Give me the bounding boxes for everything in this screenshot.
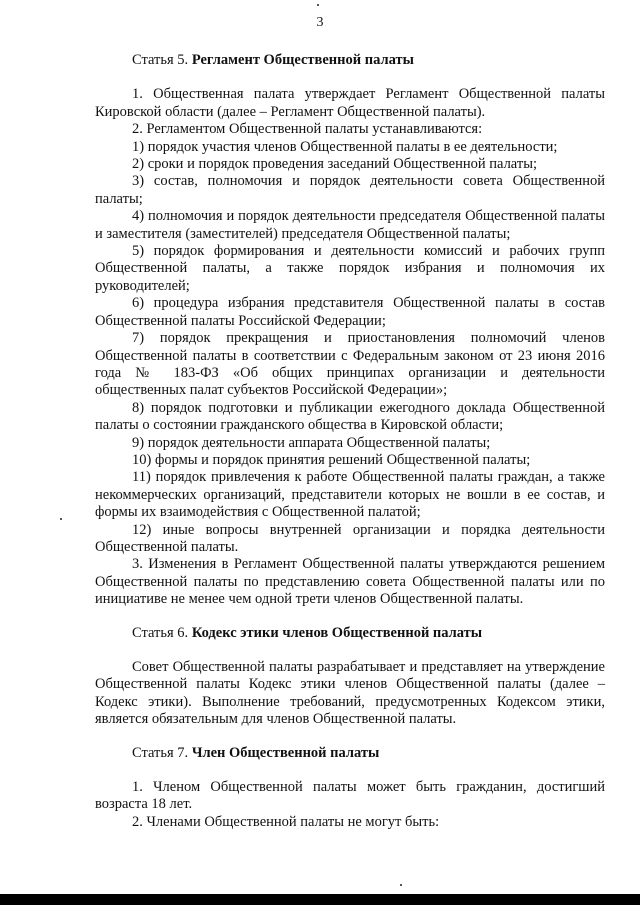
article-heading (95, 745, 605, 762)
article-heading (95, 52, 605, 69)
paragraph: 1. Членом Общественной палаты может быть гражданин, достигший возраста 18 лет. (95, 779, 605, 813)
document-body (95, 52, 605, 831)
paragraph: Совет Общественной палаты разрабатывает и представляет на утверждение Общественной палаты Кодекс этики членов Общественной палаты (далее – Кодекс этики). Выполнение требований, предусмотренных Кодексом этики, является обязательным для членов Общественной палаты. (95, 659, 605, 728)
article-title: Член Общественной палаты (191, 744, 380, 761)
article-number: Статья 7. (132, 744, 189, 761)
list-item: 8) порядок подготовки и публикации ежегодного доклада Общественной палаты о состоянии гражданского общества в Кировской области; (95, 399, 605, 434)
scan-bottom-edge (0, 894, 640, 905)
article-6 (95, 625, 605, 729)
article-title: Кодекс этики членов Общественной палаты (191, 624, 483, 641)
scan-speck (60, 518, 62, 520)
list-item: 9) порядок деятельности аппарата Общественной палаты; (132, 434, 491, 451)
article-number: Статья 5. (132, 52, 189, 68)
list-item: 12) иные вопросы внутренней организации и порядка деятельности Общественной палаты. (95, 521, 605, 555)
page-number: 3 (316, 15, 324, 30)
scan-speck (400, 884, 402, 886)
list-item: 5) порядок формирования и деятельности комиссий и рабочих групп Общественной палаты, а также порядок избрания и полномочия их руководителей; (95, 243, 605, 294)
list-item: 3) состав, полномочия и порядок деятельности совета Общественной палаты; (95, 173, 605, 207)
article-7 (95, 745, 605, 832)
list-item: 4) полномочия и порядок деятельности председателя Общественной палаты и заместителя (заместителей) председателя Общественной палаты; (95, 208, 605, 242)
list-item: 1) порядок участия членов Общественной палаты в ее деятельности; (132, 138, 558, 155)
list-item: 11) порядок привлечения к работе Общественной палаты граждан, а также некоммерческих организаций, представители которых не вошли в ее состав, и формы их взаимодействия с Общественной палатой; (95, 469, 605, 521)
list-item: 6) процедура избрания представителя Общественной палаты в состав Общественной палаты Российской Федерации; (95, 295, 605, 329)
paragraph: 2. Членами Общественной палаты не могут быть: (132, 813, 440, 830)
list-item: 7) порядок прекращения и приостановления полномочий членов Общественной палаты в соответствии с Федеральным законом от 23 июня 2016 года № 183-ФЗ «Об общих принципах организации и деятельности общественных палат субъектов Российской Федерации»; (95, 330, 605, 399)
article-title: Регламент Общественной палаты (191, 52, 414, 68)
scan-speck (317, 4, 319, 6)
paragraph: 2. Регламентом Общественной палаты устанавливаются: (132, 121, 483, 138)
paragraph: 3. Изменения в Регламент Общественной палаты утверждаются решением Общественной палаты по представлению совета Общественной палаты или по инициативе не менее чем одной трети членов Общественной палаты. (95, 556, 605, 608)
list-item: 10) формы и порядок принятия решений Общественной палаты; (132, 451, 531, 468)
article-number: Статья 6. (132, 624, 189, 641)
list-item: 2) сроки и порядок проведения заседаний Общественной палаты; (132, 156, 537, 173)
article-5 (95, 52, 605, 609)
article-heading (95, 625, 605, 642)
paragraph: 1. Общественная палата утверждает Регламент Общественной палаты Кировской области (далее – Регламент Общественной палаты). (95, 86, 605, 120)
